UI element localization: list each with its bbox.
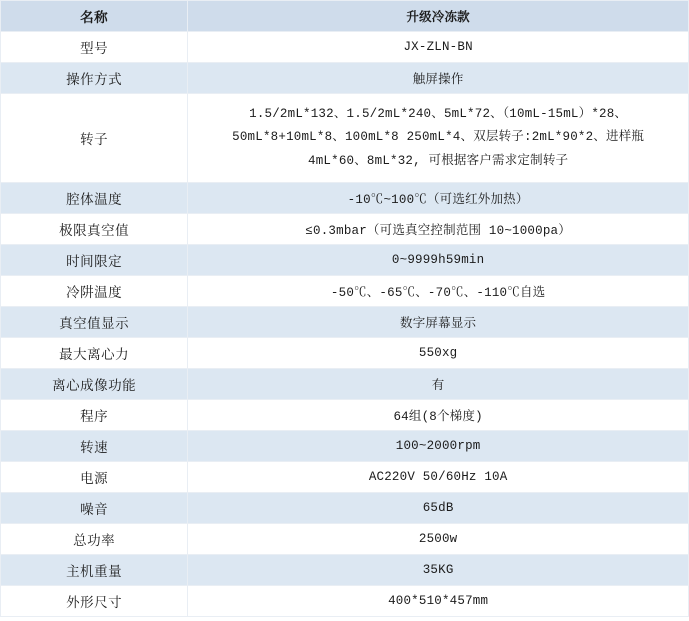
table-row <box>1 32 689 63</box>
table-body <box>1 1 689 617</box>
row-value <box>188 63 689 94</box>
row-value-text: 数字屏幕显示 <box>400 317 477 331</box>
table-row <box>1 400 689 431</box>
table-row <box>1 431 689 462</box>
row-value-line: 4mL*60、8mL*32, 可根据客户需求定制转子 <box>308 153 569 168</box>
row-label: 冷阱温度 <box>1 276 188 307</box>
row-value <box>188 94 689 183</box>
row-value-text: ≤0.3mbar（可选真空控制范围 10~1000pa） <box>305 224 571 238</box>
row-label: 主机重量 <box>1 555 188 586</box>
table-row <box>1 462 689 493</box>
row-label: 时间限定 <box>1 245 188 276</box>
table-row <box>1 183 689 214</box>
row-value-text: 65dB <box>422 501 454 515</box>
row-value <box>188 431 689 462</box>
row-label: 噪音 <box>1 493 188 524</box>
row-value-text: JX-ZLN-BN <box>403 40 473 54</box>
table-row <box>1 276 689 307</box>
table-row <box>1 586 689 617</box>
row-label: 极限真空值 <box>1 214 188 245</box>
row-value-text: 400*510*457mm <box>388 594 489 608</box>
row-label: 总功率 <box>1 524 188 555</box>
table-row <box>1 245 689 276</box>
table-row <box>1 338 689 369</box>
row-value-line: 50mL*8+10mL*8、100mL*8 250mL*4、双层转子:2mL*90*2、进样瓶 <box>232 130 645 145</box>
row-value <box>188 586 689 617</box>
row-label: 操作方式 <box>1 63 188 94</box>
table-row <box>1 369 689 400</box>
row-label: 程序 <box>1 400 188 431</box>
row-value-text: 有 <box>431 379 445 393</box>
table-row <box>1 555 689 586</box>
row-value <box>188 555 689 586</box>
row-value-text: 35KG <box>422 563 454 577</box>
row-label: 电源 <box>1 462 188 493</box>
table-row <box>1 493 689 524</box>
row-value <box>188 338 689 369</box>
table-row <box>1 307 689 338</box>
row-value-text: 64组(8个梯度) <box>393 410 483 424</box>
row-value-text: 0~9999h59min <box>391 253 485 267</box>
row-value-text: 100~2000rpm <box>395 439 481 453</box>
row-value <box>188 400 689 431</box>
row-value <box>188 307 689 338</box>
row-value-text: -10℃~100℃（可选红外加热） <box>347 193 529 207</box>
table-row <box>1 63 689 94</box>
row-label: 腔体温度 <box>1 183 188 214</box>
row-value <box>188 183 689 214</box>
row-label: 真空值显示 <box>1 307 188 338</box>
row-value <box>188 245 689 276</box>
row-value <box>188 524 689 555</box>
row-value <box>188 214 689 245</box>
row-value-line: 1.5/2mL*132、1.5/2mL*240、5mL*72、（10mL-15mL）*28、 <box>249 107 628 122</box>
row-label: 型号 <box>1 32 188 63</box>
table-header-row <box>1 1 689 32</box>
row-value <box>188 493 689 524</box>
header-cell-name: 名称 <box>1 1 188 32</box>
row-value-multiline <box>188 99 688 176</box>
row-value <box>188 462 689 493</box>
row-label: 最大离心力 <box>1 338 188 369</box>
header-cell-model: 升级冷冻款 <box>188 1 689 32</box>
table-row <box>1 214 689 245</box>
row-value <box>188 276 689 307</box>
row-value <box>188 369 689 400</box>
row-label: 转速 <box>1 431 188 462</box>
row-value-text: 2500w <box>418 532 458 546</box>
row-value-text: 触屏操作 <box>412 73 464 87</box>
row-label: 外形尺寸 <box>1 586 188 617</box>
table-row <box>1 524 689 555</box>
row-value-text: -50℃、-65℃、-70℃、-110℃自选 <box>330 286 546 300</box>
row-value-text: AC220V 50/60Hz 10A <box>368 470 508 484</box>
row-value-text: 550xg <box>418 346 458 360</box>
row-value <box>188 32 689 63</box>
table-row <box>1 94 689 183</box>
row-label: 离心成像功能 <box>1 369 188 400</box>
row-label: 转子 <box>1 94 188 183</box>
